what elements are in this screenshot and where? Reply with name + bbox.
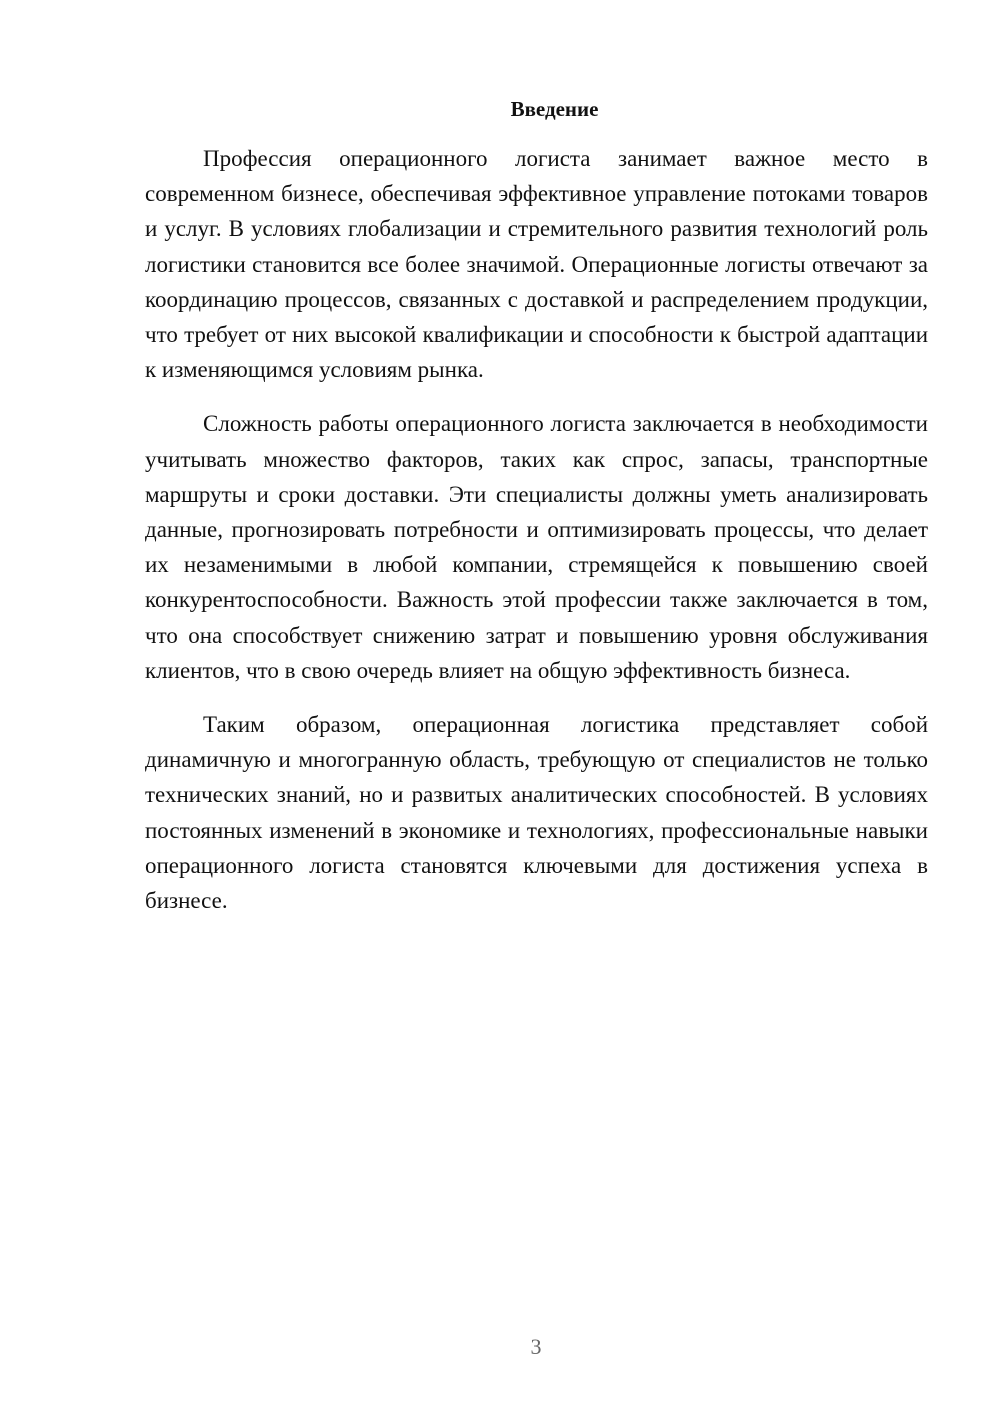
paragraph-1: Профессия операционного логиста занимает важное место в современном бизнесе, обеспечивая эффективное управление потоками товаров и услуг. В условиях глобализации и стремительного развития технологий роль логистики становится все более значимой. Операционные логисты отвечают за координацию процессов, связанных с доставкой и распределением продукции, что требует от них высокой квалификации и способности к быстрой адаптации к изменяющимся условиям рынка. [145, 146, 928, 383]
paragraph-2: Сложность работы операционного логиста заключается в необходимости учитывать множество факторов, таких как спрос, запасы, транспортные маршруты и сроки доставки. Эти специалисты должны уметь анализировать данные, прогнозировать потребности и оптимизировать процессы, что делает их незаменимыми в любой компании, стремящейся к повышению своей конкурентоспособности. Важность этой профессии также заключается в том, что она способствует снижению затрат и повышению уровня обслуживания клиентов, что в свою очередь влияет на общую эффективность бизнеса. [145, 411, 928, 683]
paragraph-3: Таким образом, операционная логистика представляет собой динамичную и многогранную область, требующую от специалистов не только технических знаний, но и развитых аналитических способностей. В условиях постоянных изменений в экономике и технологиях, профессиональные навыки операционного логиста становятся ключевыми для достижения успеха в бизнесе. [145, 712, 928, 914]
page-content [145, 92, 928, 937]
page-number: 3 [530, 1334, 542, 1359]
section-heading: Введение [510, 97, 599, 121]
